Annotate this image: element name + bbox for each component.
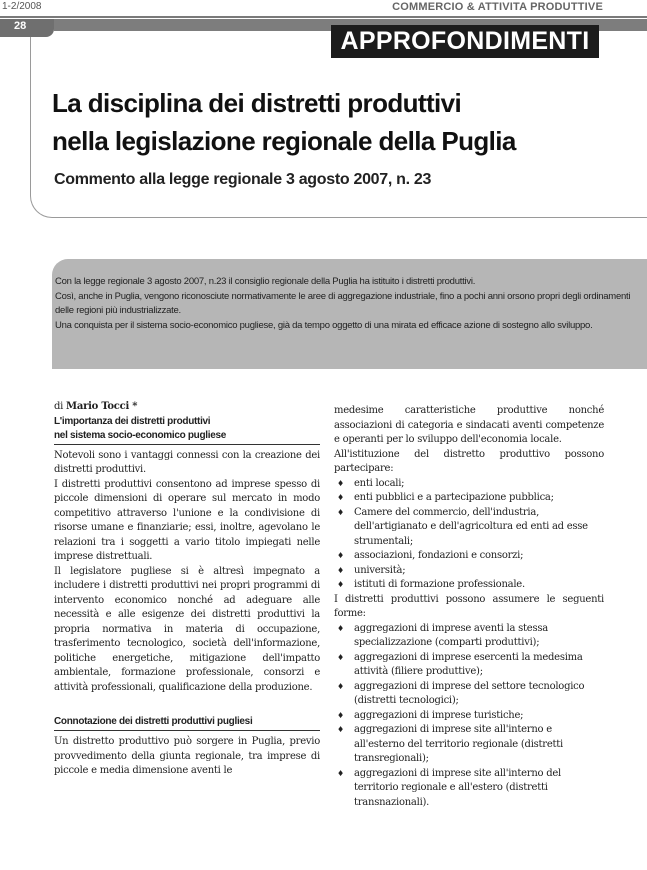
byline [54,400,320,415]
body-paragraph: Notevoli sono i vantaggi connessi con la creazione dei distretti produttivi. [54,449,320,475]
list-item: ♦ aggregazioni di imprese site all'interno e all'esterno del territorio regionale (distretti transregionali); [334,723,604,767]
body-paragraph: I distretti produttivi consentono ad imprese spesso di piccole dimensioni di operare sul mercato in modo competitivo attraverso l'unione e la condivisione di risorse umane e finanziarie; essi, inoltre, agevolano le relazioni tra i soggetti a vario titolo impiegati nelle imprese distrettuali. [54,478,320,562]
left-column [54,400,320,779]
body-paragraph: I distretti produttivi possono assumere le seguenti forme: [334,593,604,619]
forms-list [334,622,604,811]
list-item: ♦ università; [334,564,604,579]
list-item: ♦ associazioni, fondazioni e consorzi; [334,549,604,564]
top-header-bar [0,0,647,18]
magazine-section-name: COMMERCIO & ATTIVITA PRODUTTIVE [392,1,603,13]
section-banner: APPROFONDIMENTI [331,25,599,58]
page-number-tab [0,19,54,37]
list-item: ♦ aggregazioni di imprese turistiche; [334,709,604,724]
article-title [52,84,632,160]
body-paragraph: All'istituzione del distretto produttivo possono partecipare: [334,448,604,474]
article-title-line-1: La disciplina dei distretti produttivi [52,88,462,118]
list-item: ♦ enti locali; [334,477,604,492]
article-title-line-2: nella legislazione regionale della Puglia [52,126,516,156]
section-heading-importance [54,415,320,445]
byline-prefix: di [54,401,64,412]
list-item: ♦ enti pubblici e a partecipazione pubblica; [334,491,604,506]
abstract-paragraph: Così, anche in Puglia, vengono riconosciute normativamente le aree di aggregazione industriale, fino a pochi anni orsono propri degli ordinamenti delle regioni più industrializzate. [55,290,631,316]
section-heading-line-2: nel sistema socio-economico pugliese [54,429,227,441]
body-paragraph: medesime caratteristiche produttive nonché associazioni di categoria e sindacati aventi competenze e operanti per lo sviluppo dell'economia locale. [334,405,604,445]
list-item: ♦ aggregazioni di imprese aventi la stessa specializzazione (comparti produttivi); [334,622,604,651]
list-item: ♦ aggregazioni di imprese site all'interno del territorio regionale e all'estero (distretti transnazionali). [334,767,604,811]
list-item: ♦ aggregazioni di imprese del settore tecnologico (distretti tecnologici); [334,680,604,709]
section-heading-line-1: L'importanza dei distretti produttivi [54,415,211,427]
abstract-paragraph: Con la legge regionale 3 agosto 2007, n.23 il consiglio regionale della Puglia ha istituito i distretti produttivi. [55,276,476,287]
body-paragraph: Il legislatore pugliese si è altresì impegnato a includere i distretti produttivi nei propri programmi di intervento economico nonché ad adeguare alle necessità e alle esigenze dei distretti produttivi la propria normativa in materia di occupazione, trasferimento tecnologico, società dell'informazione, politiche energetiche, mitigazione dell'impatto ambientale, formazione professionale, consorzi e attività professionali, qualificazione della produzione. [54,565,320,693]
right-column [334,404,604,810]
list-item: ♦ istituti di formazione professionale. [334,578,604,593]
participants-list [334,477,604,593]
page-number: 28 [14,20,27,32]
abstract-paragraph: Una conquista per il sistema socio-economico pugliese, già da tempo oggetto di una mirata ed efficace azione di sostegno allo sviluppo. [55,319,593,331]
section-heading-connotation: Connotazione dei distretti produttivi pugliesi [54,715,320,731]
list-item: ♦ aggregazioni di imprese esercenti la medesima attività (filiere produttive); [334,651,604,680]
body-paragraph: Un distretto produttivo può sorgere in Puglia, previo provvedimento della giunta regionale, tra imprese di piccole e media dimensione aventi le [54,736,320,776]
article-subtitle: Commento alla legge regionale 3 agosto 2007, n. 23 [54,171,432,188]
issue-number: 1-2/2008 [2,1,42,12]
list-item: ♦ Camere del commercio, dell'industria, dell'artigianato e dell'agricoltura ed enti ad esse strumentali; [334,506,604,550]
abstract-box [52,259,647,369]
author-name: Mario Tocci * [66,401,138,412]
